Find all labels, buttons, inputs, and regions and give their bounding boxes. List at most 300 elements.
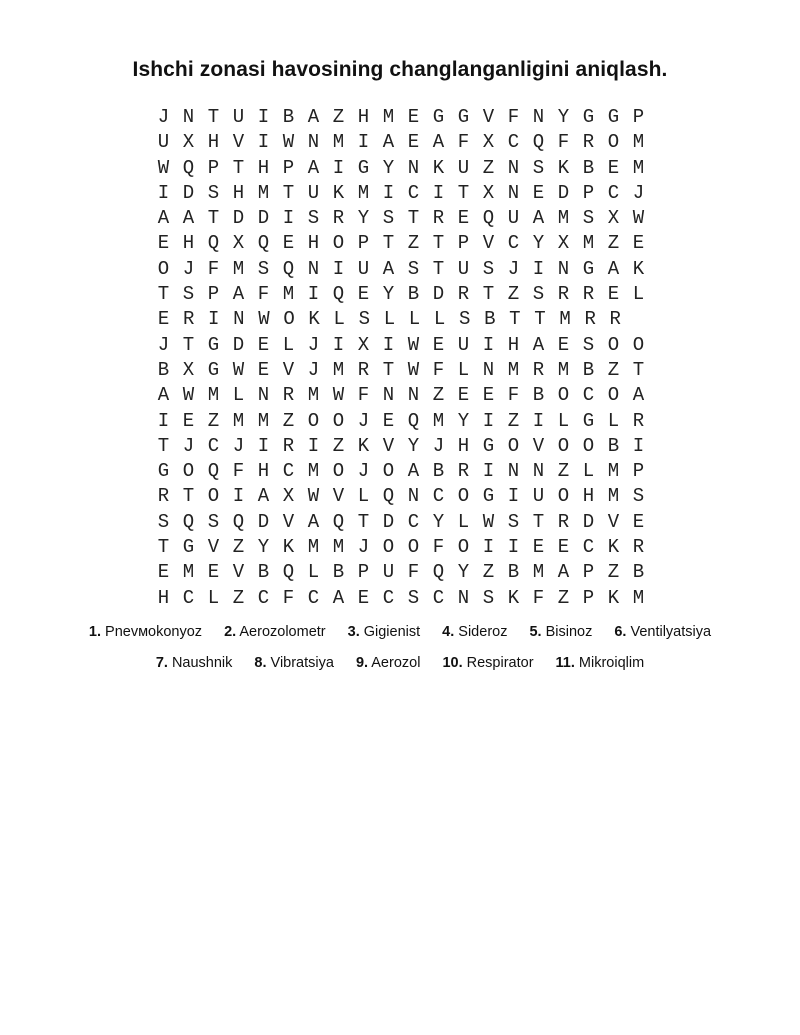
grid-letter[interactable]: F (532, 586, 545, 609)
grid-letter[interactable]: O (283, 308, 295, 331)
grid-letter[interactable]: J (357, 460, 370, 483)
grid-letter[interactable]: D (432, 283, 445, 306)
grid-letter[interactable]: T (534, 308, 546, 331)
grid-letter[interactable]: H (257, 156, 270, 179)
grid-letter[interactable]: B (484, 308, 496, 331)
grid-letter[interactable]: T (532, 510, 545, 533)
grid-letter[interactable]: K (632, 257, 645, 280)
grid-letter[interactable]: I (307, 283, 320, 306)
grid-letter[interactable]: J (307, 333, 320, 356)
grid-letter[interactable]: N (307, 131, 320, 154)
grid-letter[interactable]: N (507, 156, 520, 179)
grid-letter[interactable]: M (182, 561, 195, 584)
grid-letter[interactable]: P (582, 181, 595, 204)
grid-letter[interactable]: R (632, 536, 645, 559)
grid-letter[interactable]: A (532, 207, 545, 230)
grid-letter[interactable]: M (632, 156, 645, 179)
grid-letter[interactable]: I (382, 333, 395, 356)
grid-letter[interactable]: M (632, 131, 645, 154)
grid-letter[interactable]: A (182, 207, 195, 230)
grid-letter[interactable]: D (182, 181, 195, 204)
grid-letter[interactable]: G (582, 257, 595, 280)
grid-letter[interactable]: T (157, 536, 170, 559)
grid-letter[interactable]: F (457, 131, 470, 154)
grid-letter[interactable]: O (457, 536, 470, 559)
grid-letter[interactable]: M (607, 460, 620, 483)
grid-letter[interactable]: E (157, 232, 170, 255)
grid-letter[interactable]: G (357, 156, 370, 179)
grid-letter[interactable]: R (357, 358, 370, 381)
grid-letter[interactable]: S (582, 333, 595, 356)
grid-letter[interactable]: S (207, 181, 220, 204)
grid-letter[interactable]: W (282, 131, 295, 154)
grid-letter[interactable]: S (207, 510, 220, 533)
grid-letter[interactable]: C (582, 384, 595, 407)
grid-letter[interactable]: U (307, 181, 320, 204)
grid-letter[interactable]: F (257, 283, 270, 306)
grid-letter[interactable]: U (157, 131, 170, 154)
grid-letter[interactable]: Y (457, 409, 470, 432)
grid-letter[interactable]: U (457, 156, 470, 179)
grid-letter[interactable]: Z (407, 232, 420, 255)
grid-letter[interactable]: R (282, 384, 295, 407)
grid-letter[interactable]: V (532, 434, 545, 457)
grid-letter[interactable]: N (532, 460, 545, 483)
grid-letter[interactable]: R (582, 131, 595, 154)
grid-letter[interactable]: L (232, 384, 245, 407)
grid-letter[interactable]: I (257, 131, 270, 154)
grid-letter[interactable]: M (307, 460, 320, 483)
grid-letter[interactable]: E (182, 409, 195, 432)
grid-letter[interactable]: J (357, 536, 370, 559)
grid-letter[interactable]: L (282, 333, 295, 356)
grid-letter[interactable]: H (207, 131, 220, 154)
grid-letter[interactable]: E (157, 308, 170, 331)
grid-letter[interactable]: R (182, 308, 195, 331)
grid-letter[interactable]: X (482, 131, 495, 154)
grid-letter[interactable]: V (282, 510, 295, 533)
grid-letter[interactable]: O (607, 384, 620, 407)
grid-letter[interactable]: V (607, 510, 620, 533)
grid-letter[interactable]: Y (257, 536, 270, 559)
grid-letter[interactable]: H (307, 232, 320, 255)
grid-letter[interactable]: E (557, 333, 570, 356)
grid-letter[interactable]: H (157, 586, 170, 609)
grid-letter[interactable]: I (482, 536, 495, 559)
grid-letter[interactable]: E (607, 283, 620, 306)
grid-letter[interactable]: Q (332, 283, 345, 306)
grid-letter[interactable]: V (232, 131, 245, 154)
grid-letter[interactable]: Z (432, 384, 445, 407)
grid-letter[interactable]: W (182, 384, 195, 407)
grid-letter[interactable]: Q (207, 232, 220, 255)
grid-letter[interactable]: T (157, 283, 170, 306)
grid-letter[interactable]: M (532, 561, 545, 584)
grid-letter[interactable]: M (557, 358, 570, 381)
grid-letter[interactable]: A (532, 333, 545, 356)
grid-letter[interactable]: E (482, 384, 495, 407)
grid-letter[interactable]: Z (207, 409, 220, 432)
grid-letter[interactable]: I (532, 257, 545, 280)
grid-letter[interactable]: P (357, 232, 370, 255)
grid-letter[interactable]: X (232, 232, 245, 255)
grid-letter[interactable]: Q (532, 131, 545, 154)
grid-letter[interactable]: W (407, 358, 420, 381)
grid-letter[interactable]: I (332, 257, 345, 280)
grid-letter[interactable]: O (207, 485, 220, 508)
grid-letter[interactable]: C (432, 586, 445, 609)
grid-letter[interactable]: J (232, 434, 245, 457)
grid-letter[interactable]: Y (382, 156, 395, 179)
grid-letter[interactable]: Q (382, 485, 395, 508)
grid-letter[interactable]: S (532, 156, 545, 179)
grid-letter[interactable]: G (457, 106, 470, 128)
grid-letter[interactable]: Y (407, 434, 420, 457)
grid-letter[interactable]: V (282, 358, 295, 381)
grid-letter[interactable]: M (582, 232, 595, 255)
grid-letter[interactable]: I (208, 308, 220, 331)
grid-letter[interactable]: T (282, 181, 295, 204)
grid-letter[interactable]: T (407, 207, 420, 230)
grid-letter[interactable]: X (557, 232, 570, 255)
grid-letter[interactable]: G (207, 358, 220, 381)
grid-letter[interactable]: T (157, 434, 170, 457)
grid-letter[interactable]: F (507, 384, 520, 407)
grid-letter[interactable]: X (482, 181, 495, 204)
grid-letter[interactable]: N (307, 257, 320, 280)
grid-letter[interactable]: A (382, 131, 395, 154)
grid-letter[interactable]: R (532, 358, 545, 381)
grid-letter[interactable]: S (458, 308, 471, 331)
grid-letter[interactable]: K (357, 434, 370, 457)
grid-letter[interactable]: U (357, 257, 370, 280)
grid-letter[interactable]: L (207, 586, 220, 609)
grid-letter[interactable]: S (482, 586, 495, 609)
grid-letter[interactable]: E (157, 561, 170, 584)
grid-letter[interactable]: B (432, 460, 445, 483)
grid-letter[interactable]: K (607, 586, 620, 609)
grid-letter[interactable]: S (382, 207, 395, 230)
grid-letter[interactable]: Q (182, 510, 195, 533)
grid-letter[interactable]: D (257, 510, 270, 533)
grid-letter[interactable]: O (507, 434, 520, 457)
grid-letter[interactable]: I (507, 485, 520, 508)
grid-letter[interactable]: C (582, 536, 595, 559)
grid-letter[interactable]: T (457, 181, 470, 204)
grid-letter[interactable]: T (632, 358, 645, 381)
grid-letter[interactable]: B (582, 358, 595, 381)
grid-letter[interactable]: P (207, 156, 220, 179)
grid-letter[interactable]: Q (482, 207, 495, 230)
grid-letter[interactable]: F (357, 384, 370, 407)
grid-letter[interactable]: M (282, 283, 295, 306)
grid-letter[interactable]: E (532, 181, 545, 204)
grid-letter[interactable]: M (507, 358, 520, 381)
grid-letter[interactable]: P (282, 156, 295, 179)
grid-letter[interactable]: F (407, 561, 420, 584)
grid-letter[interactable]: M (307, 384, 320, 407)
grid-letter[interactable]: E (407, 106, 420, 128)
grid-letter[interactable]: S (407, 586, 420, 609)
grid-letter[interactable]: F (282, 586, 295, 609)
grid-letter[interactable]: A (307, 156, 320, 179)
grid-letter[interactable]: E (457, 207, 470, 230)
grid-letter[interactable]: L (632, 283, 645, 306)
grid-letter[interactable]: Z (282, 409, 295, 432)
grid-letter[interactable]: U (507, 207, 520, 230)
grid-letter[interactable]: T (207, 106, 220, 128)
grid-letter[interactable]: C (257, 586, 270, 609)
grid-letter[interactable]: M (232, 257, 245, 280)
grid-letter[interactable]: N (407, 156, 420, 179)
grid-letter[interactable]: C (432, 485, 445, 508)
grid-letter[interactable]: F (507, 106, 520, 128)
grid-letter[interactable]: H (257, 460, 270, 483)
grid-letter[interactable]: T (509, 308, 521, 331)
grid-letter[interactable]: W (482, 510, 495, 533)
grid-letter[interactable]: W (332, 384, 345, 407)
grid-letter[interactable]: R (584, 308, 596, 331)
grid-letter[interactable]: A (332, 586, 345, 609)
grid-letter[interactable]: F (232, 460, 245, 483)
grid-letter[interactable]: O (382, 536, 395, 559)
grid-letter[interactable]: E (282, 232, 295, 255)
grid-letter[interactable]: E (257, 358, 270, 381)
grid-letter[interactable]: Z (482, 561, 495, 584)
grid-letter[interactable]: Y (557, 106, 570, 128)
grid-letter[interactable]: S (482, 257, 495, 280)
grid-letter[interactable]: B (332, 561, 345, 584)
grid-letter[interactable]: Y (382, 283, 395, 306)
grid-letter[interactable]: K (332, 181, 345, 204)
grid-letter[interactable]: R (457, 283, 470, 306)
grid-letter[interactable]: I (332, 156, 345, 179)
grid-letter[interactable]: L (408, 308, 421, 331)
grid-letter[interactable]: D (232, 207, 245, 230)
grid-letter[interactable]: K (432, 156, 445, 179)
grid-letter[interactable]: S (507, 510, 520, 533)
grid-letter[interactable]: T (357, 510, 370, 533)
grid-letter[interactable]: I (232, 485, 245, 508)
grid-letter[interactable]: F (207, 257, 220, 280)
grid-letter[interactable]: J (507, 257, 520, 280)
grid-letter[interactable]: W (232, 358, 245, 381)
grid-letter[interactable]: C (207, 434, 220, 457)
grid-letter[interactable]: L (582, 460, 595, 483)
grid-letter[interactable]: U (457, 333, 470, 356)
grid-letter[interactable]: K (282, 536, 295, 559)
grid-letter[interactable]: E (532, 536, 545, 559)
grid-letter[interactable]: P (632, 106, 645, 128)
grid-letter[interactable]: A (407, 460, 420, 483)
grid-letter[interactable]: T (182, 485, 195, 508)
grid-letter[interactable]: J (357, 409, 370, 432)
grid-letter[interactable]: E (357, 586, 370, 609)
grid-letter[interactable]: R (557, 283, 570, 306)
grid-letter[interactable]: N (557, 257, 570, 280)
grid-letter[interactable]: I (532, 409, 545, 432)
grid-letter[interactable]: N (482, 358, 495, 381)
grid-letter[interactable]: W (632, 207, 645, 230)
grid-letter[interactable]: M (357, 181, 370, 204)
grid-letter[interactable]: C (307, 586, 320, 609)
grid-letter[interactable]: K (607, 536, 620, 559)
grid-letter[interactable]: O (632, 333, 645, 356)
grid-letter[interactable]: I (307, 434, 320, 457)
grid-letter[interactable]: V (482, 232, 495, 255)
grid-letter[interactable]: J (432, 434, 445, 457)
grid-letter[interactable]: I (382, 181, 395, 204)
grid-letter[interactable]: F (557, 131, 570, 154)
grid-letter[interactable]: K (507, 586, 520, 609)
grid-letter[interactable]: I (432, 181, 445, 204)
grid-letter[interactable]: C (407, 181, 420, 204)
grid-letter[interactable]: T (382, 232, 395, 255)
grid-letter[interactable]: B (407, 283, 420, 306)
grid-letter[interactable]: V (382, 434, 395, 457)
grid-letter[interactable]: L (607, 409, 620, 432)
grid-letter[interactable]: A (557, 561, 570, 584)
grid-letter[interactable]: A (257, 485, 270, 508)
grid-letter[interactable]: N (382, 384, 395, 407)
grid-letter[interactable]: N (182, 106, 195, 128)
grid-letter[interactable]: L (433, 308, 446, 331)
grid-letter[interactable]: Y (532, 232, 545, 255)
grid-letter[interactable]: H (507, 333, 520, 356)
grid-letter[interactable]: Y (357, 207, 370, 230)
grid-letter[interactable]: A (307, 510, 320, 533)
grid-letter[interactable]: E (382, 409, 395, 432)
grid-letter[interactable]: G (582, 409, 595, 432)
grid-letter[interactable]: M (257, 409, 270, 432)
grid-letter[interactable]: S (632, 485, 645, 508)
grid-letter[interactable]: A (382, 257, 395, 280)
grid-letter[interactable]: S (257, 257, 270, 280)
grid-letter[interactable]: P (357, 561, 370, 584)
grid-letter[interactable]: T (232, 156, 245, 179)
grid-letter[interactable]: O (607, 131, 620, 154)
grid-letter[interactable]: H (457, 434, 470, 457)
grid-letter[interactable]: N (233, 308, 245, 331)
grid-letter[interactable]: J (157, 106, 170, 128)
grid-letter[interactable]: H (182, 232, 195, 255)
grid-letter[interactable]: H (582, 485, 595, 508)
grid-letter[interactable]: O (582, 434, 595, 457)
grid-letter[interactable]: Q (282, 561, 295, 584)
grid-letter[interactable]: I (157, 409, 170, 432)
grid-letter[interactable]: M (432, 409, 445, 432)
grid-letter[interactable]: M (382, 106, 395, 128)
grid-letter[interactable]: B (157, 358, 170, 381)
grid-letter[interactable]: C (282, 460, 295, 483)
grid-letter[interactable]: F (432, 358, 445, 381)
grid-letter[interactable]: O (157, 257, 170, 280)
grid-letter[interactable]: T (432, 232, 445, 255)
grid-letter[interactable]: I (357, 131, 370, 154)
grid-letter[interactable]: I (482, 409, 495, 432)
grid-letter[interactable]: D (557, 181, 570, 204)
grid-letter[interactable]: Z (232, 586, 245, 609)
grid-letter[interactable]: I (257, 434, 270, 457)
grid-letter[interactable]: S (307, 207, 320, 230)
grid-letter[interactable]: X (182, 358, 195, 381)
grid-letter[interactable]: T (182, 333, 195, 356)
grid-letter[interactable]: Q (182, 156, 195, 179)
grid-letter[interactable]: J (632, 181, 645, 204)
grid-letter[interactable]: Y (457, 561, 470, 584)
grid-letter[interactable]: O (557, 384, 570, 407)
grid-letter[interactable]: Q (432, 561, 445, 584)
grid-letter[interactable]: L (383, 308, 396, 331)
grid-letter[interactable]: M (332, 358, 345, 381)
grid-letter[interactable]: G (482, 434, 495, 457)
grid-letter[interactable]: P (582, 561, 595, 584)
grid-letter[interactable]: G (157, 460, 170, 483)
grid-letter[interactable]: M (632, 586, 645, 609)
grid-letter[interactable]: U (532, 485, 545, 508)
grid-letter[interactable]: W (407, 333, 420, 356)
grid-letter[interactable]: Z (607, 358, 620, 381)
grid-letter[interactable]: K (308, 308, 320, 331)
grid-letter[interactable]: Q (207, 460, 220, 483)
grid-letter[interactable]: B (632, 561, 645, 584)
grid-letter[interactable]: G (482, 485, 495, 508)
grid-letter[interactable]: Z (332, 106, 345, 128)
grid-letter[interactable]: U (457, 257, 470, 280)
grid-letter[interactable]: M (257, 181, 270, 204)
grid-letter[interactable]: T (432, 257, 445, 280)
grid-letter[interactable]: U (232, 106, 245, 128)
grid-letter[interactable]: E (432, 333, 445, 356)
grid-letter[interactable]: O (607, 333, 620, 356)
grid-letter[interactable]: N (457, 586, 470, 609)
grid-letter[interactable]: L (457, 510, 470, 533)
grid-letter[interactable]: C (382, 586, 395, 609)
grid-letter[interactable]: O (457, 485, 470, 508)
grid-letter[interactable]: S (157, 510, 170, 533)
grid-letter[interactable]: B (507, 561, 520, 584)
grid-letter[interactable]: W (258, 308, 270, 331)
grid-letter[interactable]: L (457, 358, 470, 381)
grid-letter[interactable]: I (157, 181, 170, 204)
grid-letter[interactable]: B (582, 156, 595, 179)
grid-letter[interactable]: U (382, 561, 395, 584)
grid-letter[interactable]: Z (507, 409, 520, 432)
grid-letter[interactable]: A (157, 384, 170, 407)
grid-letter[interactable]: M (307, 536, 320, 559)
grid-letter[interactable]: Z (557, 586, 570, 609)
grid-letter[interactable]: E (607, 156, 620, 179)
grid-letter[interactable]: N (257, 384, 270, 407)
grid-letter[interactable]: P (207, 283, 220, 306)
grid-letter[interactable]: X (182, 131, 195, 154)
grid-letter[interactable]: N (407, 485, 420, 508)
grid-letter[interactable]: A (307, 106, 320, 128)
grid-letter[interactable]: A (157, 207, 170, 230)
grid-letter[interactable]: J (182, 434, 195, 457)
grid-letter[interactable]: V (482, 106, 495, 128)
grid-letter[interactable]: H (357, 106, 370, 128)
grid-letter[interactable]: D (232, 333, 245, 356)
grid-letter[interactable]: L (557, 409, 570, 432)
grid-letter[interactable]: D (257, 207, 270, 230)
grid-letter[interactable]: R (432, 207, 445, 230)
grid-letter[interactable]: M (332, 131, 345, 154)
grid-letter[interactable]: G (182, 536, 195, 559)
grid-letter[interactable]: G (432, 106, 445, 128)
grid-letter[interactable]: L (333, 308, 345, 331)
grid-letter[interactable]: C (607, 181, 620, 204)
